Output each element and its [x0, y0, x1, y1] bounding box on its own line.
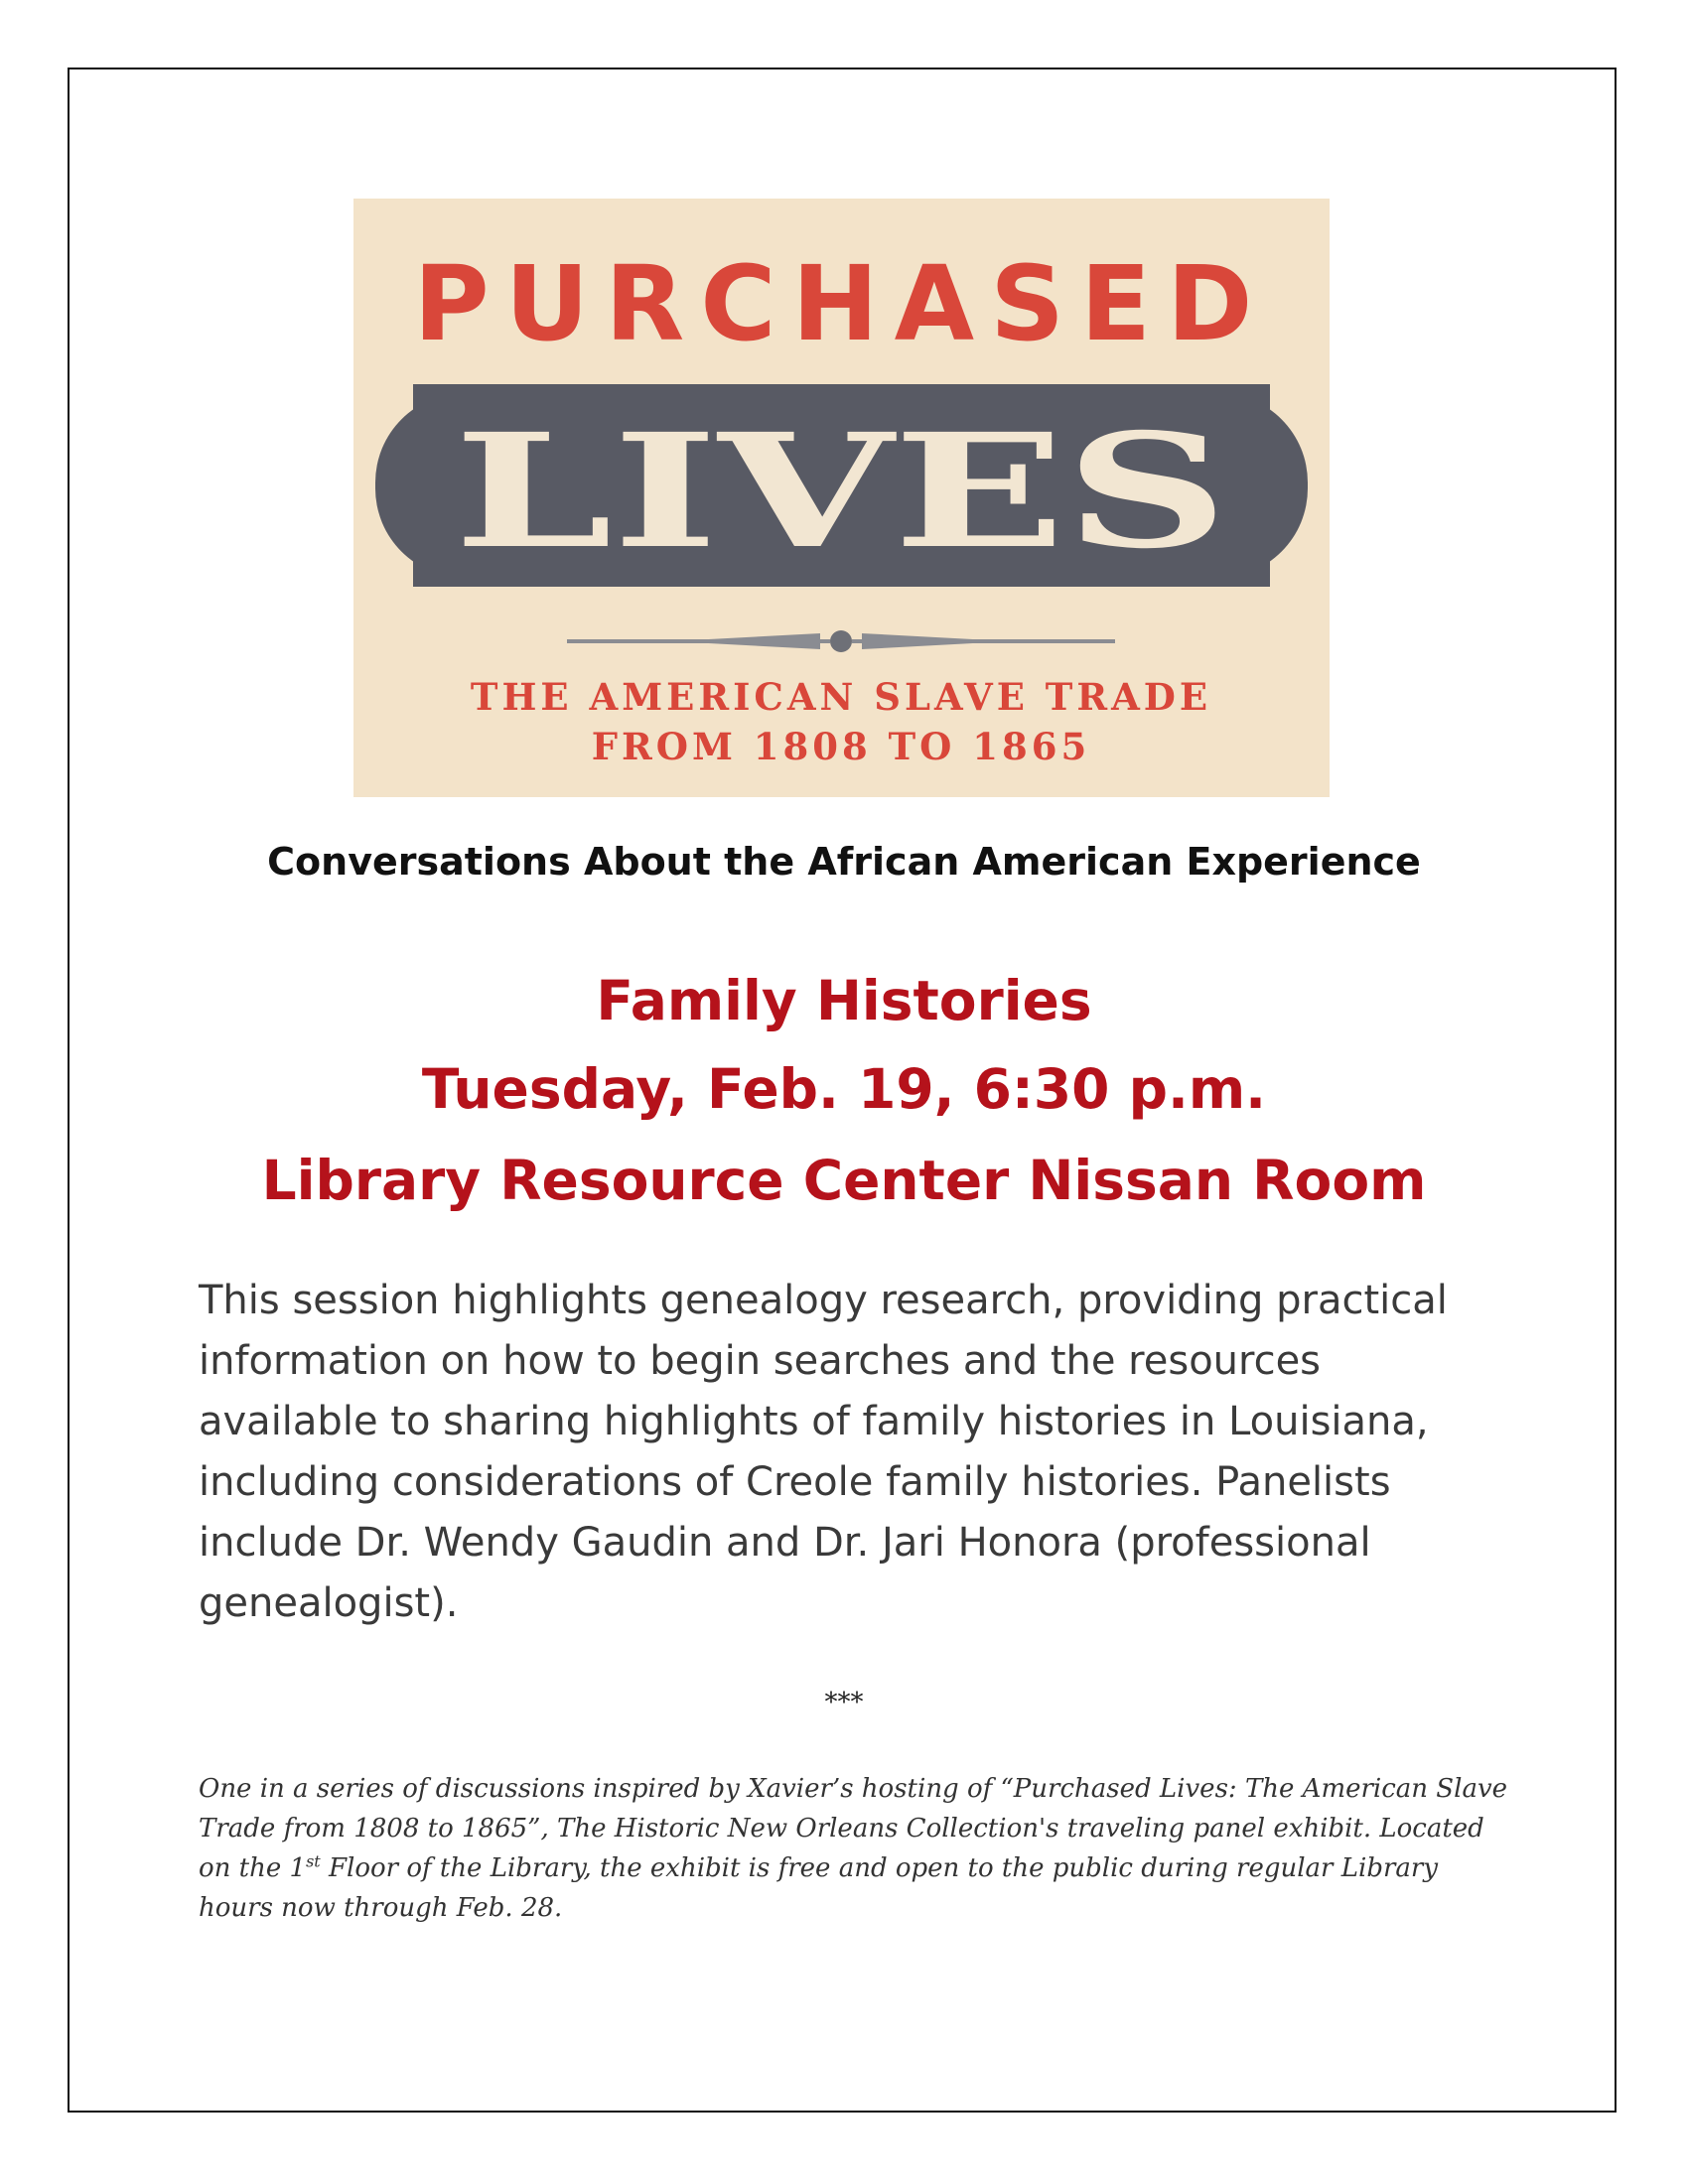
event-datetime: Tuesday, Feb. 19, 6:30 p.m.	[421, 1057, 1267, 1121]
exhibit-footnote	[199, 1769, 1519, 1928]
footnote-text-part2: Floor of the Library, the exhibit is free and open to the public during regular Library hours now through Feb. 28.	[199, 1853, 1439, 1923]
banner-title-top: PURCHASED	[413, 243, 1269, 364]
banner-graphic	[353, 199, 1330, 797]
footnote-superscript: st	[306, 1851, 321, 1871]
banner-subtitle-line2: FROM 1808 TO 1865	[591, 725, 1091, 768]
section-separator: ***	[824, 1688, 864, 1717]
series-title: Conversations About the African American Experience	[267, 840, 1421, 884]
footnote-text-part1: One in a series of discussions inspired by Xavier’s hosting of “Purchased Lives: The American Slave Trade from 1808 to 1865”, The Historic New Orleans Collection's traveling panel exhibit. Located on the 1	[199, 1774, 1508, 1883]
event-location: Library Resource Center Nissan Room	[261, 1149, 1427, 1212]
event-description: This session highlights genealogy research, providing practical information on how to begin searches and the resources available to sharing highlights of family histories in Louisiana, including considerations of Creole family histories. Panelists include Dr. Wendy Gaudin and Dr. Jari Honora (professional genealogist).	[199, 1278, 1448, 1626]
banner-subtitle-line1: THE AMERICAN SLAVE TRADE	[470, 675, 1212, 719]
event-details	[0, 963, 1688, 1221]
event-title: Family Histories	[596, 969, 1092, 1032]
exhibit-banner-image	[353, 199, 1330, 797]
banner-title-main: LIVES	[454, 400, 1228, 584]
